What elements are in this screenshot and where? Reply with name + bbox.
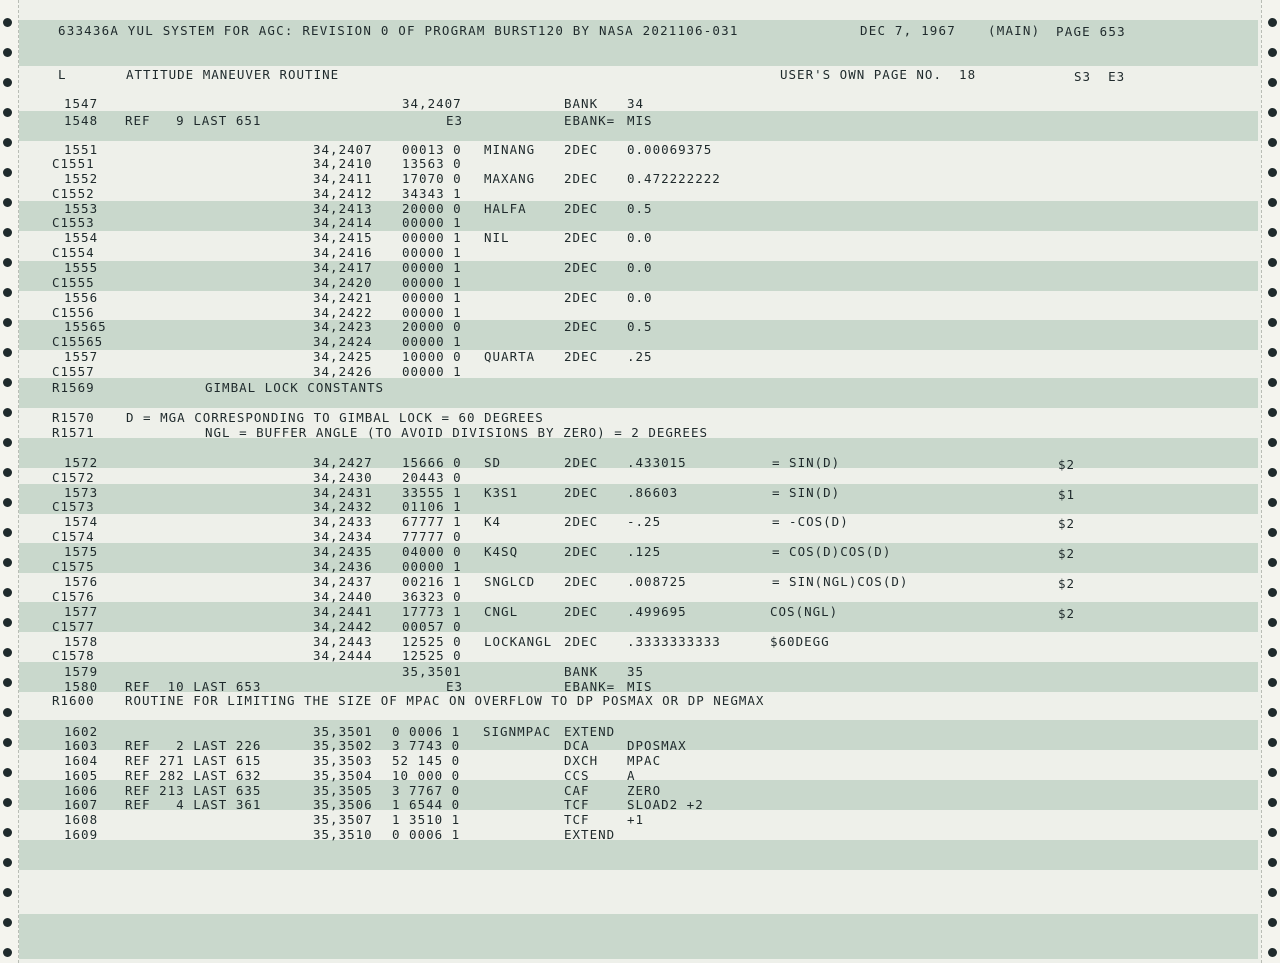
operand: 0.5 xyxy=(627,319,653,334)
operand: 0.0 xyxy=(627,230,653,245)
word-value: 35,3501 xyxy=(402,664,462,679)
tractor-hole xyxy=(3,888,12,897)
opcode: EXTEND xyxy=(564,724,616,739)
line-number: 1556 xyxy=(64,290,99,305)
tractor-hole xyxy=(3,168,12,177)
opcode: TCF xyxy=(564,812,590,827)
ref-info: REF 271 LAST 615 xyxy=(125,753,262,768)
word-value: 00000 1 xyxy=(402,305,462,320)
line-number: 1603 xyxy=(64,738,99,753)
opcode: TCF xyxy=(564,797,590,812)
address: 34,2417 xyxy=(313,260,373,275)
tractor-hole xyxy=(3,78,12,87)
comment: COS(NGL) xyxy=(770,604,839,619)
line-number: 1574 xyxy=(64,514,99,529)
ref-info: REF 213 LAST 635 xyxy=(125,783,262,798)
subheader-codes: S3 E3 xyxy=(1074,69,1126,84)
line-number: 1555 xyxy=(64,260,99,275)
line-number: C1577 xyxy=(52,619,95,634)
opcode: DXCH xyxy=(564,753,599,768)
tractor-hole xyxy=(3,348,12,357)
users-own-page: USER'S OWN PAGE NO. 18 xyxy=(780,67,977,82)
tractor-hole xyxy=(1268,198,1277,207)
word-value: 00000 1 xyxy=(402,260,462,275)
tractor-hole xyxy=(3,48,12,57)
comment: = -COS(D) xyxy=(772,514,849,529)
address: 34,2412 xyxy=(313,186,373,201)
tractor-hole xyxy=(3,468,12,477)
opcode: 2DEC xyxy=(564,319,599,334)
comment: $60DEGG xyxy=(770,634,830,649)
address: 34,2414 xyxy=(313,215,373,230)
line-number: C1573 xyxy=(52,499,95,514)
symbol-label: K4 xyxy=(484,514,502,529)
address: 34,2430 xyxy=(313,470,373,485)
tractor-hole xyxy=(1268,558,1277,567)
tractor-hole xyxy=(1268,948,1277,957)
symbol-label: MAXANG xyxy=(484,171,536,186)
tractor-hole xyxy=(3,858,12,867)
word-value: 00000 1 xyxy=(402,215,462,230)
address: 34,2407 xyxy=(313,142,373,157)
tractor-hole xyxy=(1268,678,1277,687)
tractor-hole xyxy=(3,828,12,837)
line-number: 1577 xyxy=(64,604,99,619)
opcode: 2DEC xyxy=(564,201,599,216)
address: 34,2435 xyxy=(313,544,373,559)
tractor-hole xyxy=(1268,288,1277,297)
symbol-label: SD xyxy=(484,455,502,470)
line-number: 1576 xyxy=(64,574,99,589)
address: 35,3502 xyxy=(313,738,373,753)
line-number: 15565 xyxy=(64,319,107,334)
word-value: 36323 0 xyxy=(402,589,462,604)
word-value: 00000 1 xyxy=(402,334,462,349)
ref-info: REF 2 LAST 226 xyxy=(125,738,262,753)
tractor-hole xyxy=(3,948,12,957)
tractor-hole xyxy=(1268,408,1277,417)
operand: .433015 xyxy=(627,455,687,470)
word-value: 17070 0 xyxy=(402,171,462,186)
address: 34,2422 xyxy=(313,305,373,320)
line-number: 1607 xyxy=(64,797,99,812)
line-number: C1555 xyxy=(52,275,95,290)
line-number: C1575 xyxy=(52,559,95,574)
word-value: 10 000 0 xyxy=(392,768,461,783)
line-number: 1557 xyxy=(64,349,99,364)
scale-factor: $2 xyxy=(1058,516,1076,531)
subheader-type: L xyxy=(58,67,67,82)
symbol-label: QUARTA xyxy=(484,349,536,364)
opcode: EBANK= xyxy=(564,679,616,694)
word-value: 33555 1 xyxy=(402,485,462,500)
tractor-hole xyxy=(1268,438,1277,447)
word-value: 01106 1 xyxy=(402,499,462,514)
opcode: 2DEC xyxy=(564,604,599,619)
ref-info: REF 4 LAST 361 xyxy=(125,797,262,812)
tractor-hole xyxy=(3,708,12,717)
word-value: 34,2407 xyxy=(402,96,462,111)
tractor-hole xyxy=(1268,738,1277,747)
comment: = SIN(D) xyxy=(772,455,841,470)
operand: +1 xyxy=(627,812,645,827)
line-number: C1578 xyxy=(52,648,95,663)
scale-factor: $2 xyxy=(1058,457,1076,472)
tractor-hole xyxy=(1268,258,1277,267)
operand: 34 xyxy=(627,96,645,111)
operand: SLOAD2 +2 xyxy=(627,797,704,812)
address: 34,2444 xyxy=(313,648,373,663)
word-value: 10000 0 xyxy=(402,349,462,364)
tractor-hole xyxy=(1268,918,1277,927)
address: 34,2411 xyxy=(313,171,373,186)
tractor-hole xyxy=(1268,18,1277,27)
opcode: 2DEC xyxy=(564,142,599,157)
scale-factor: $2 xyxy=(1058,576,1076,591)
opcode: 2DEC xyxy=(564,290,599,305)
address: 34,2440 xyxy=(313,589,373,604)
word-value: 20443 0 xyxy=(402,470,462,485)
address: 35,3503 xyxy=(313,753,373,768)
tractor-hole xyxy=(3,738,12,747)
word-value: 34343 1 xyxy=(402,186,462,201)
word-value: 00000 1 xyxy=(402,364,462,379)
word-value: 00000 1 xyxy=(402,245,462,260)
opcode: EBANK= xyxy=(564,113,616,128)
band xyxy=(18,914,1258,959)
line-number: 1548 xyxy=(64,113,99,128)
tractor-hole xyxy=(1268,108,1277,117)
ref-info: REF 10 LAST 653 xyxy=(125,679,262,694)
ref-info: REF 282 LAST 632 xyxy=(125,768,262,783)
remark-line: R1600 xyxy=(52,693,95,708)
comment: = SIN(D) xyxy=(772,485,841,500)
opcode: EXTEND xyxy=(564,827,616,842)
band xyxy=(18,378,1258,408)
operand: -.25 xyxy=(627,514,662,529)
line-number: 1578 xyxy=(64,634,99,649)
word-value: 1 6544 0 xyxy=(392,797,461,812)
opcode: 2DEC xyxy=(564,634,599,649)
line-number: 1553 xyxy=(64,201,99,216)
operand: 0.00069375 xyxy=(627,142,713,157)
address: 34,2416 xyxy=(313,245,373,260)
symbol-label: LOCKANGL xyxy=(484,634,553,649)
tractor-hole xyxy=(3,288,12,297)
ref-info: REF 9 LAST 651 xyxy=(125,113,262,128)
operand: MIS xyxy=(627,679,653,694)
tractor-hole xyxy=(1268,468,1277,477)
word-value: 00000 1 xyxy=(402,559,462,574)
tractor-hole xyxy=(3,438,12,447)
tractor-hole xyxy=(3,318,12,327)
opcode: CAF xyxy=(564,783,590,798)
symbol-label: SNGLCD xyxy=(484,574,536,589)
symbol-label: SIGNMPAC xyxy=(483,724,552,739)
word-value: 20000 0 xyxy=(402,201,462,216)
tractor-hole xyxy=(3,18,12,27)
word-value: 1 3510 1 xyxy=(392,812,461,827)
operand: .86603 xyxy=(627,485,679,500)
symbol-label: HALFA xyxy=(484,201,527,216)
address: 34,2410 xyxy=(313,156,373,171)
tractor-hole xyxy=(1268,78,1277,87)
line-number: 1604 xyxy=(64,753,99,768)
tractor-hole xyxy=(3,588,12,597)
header-date: DEC 7, 1967 xyxy=(860,23,956,38)
tractor-hole xyxy=(1268,498,1277,507)
remark-text: NGL = BUFFER ANGLE (TO AVOID DIVISIONS BY ZERO) = 2 DEGREES xyxy=(205,425,709,440)
tractor-hole xyxy=(3,138,12,147)
line-number: C1552 xyxy=(52,186,95,201)
tractor-hole xyxy=(1268,618,1277,627)
address: 34,2421 xyxy=(313,290,373,305)
header-page: PAGE 653 xyxy=(1056,24,1126,39)
tractor-hole xyxy=(1268,168,1277,177)
word-value: E3 xyxy=(446,679,464,694)
address: 34,2434 xyxy=(313,529,373,544)
tractor-hole xyxy=(3,498,12,507)
tractor-hole xyxy=(1268,348,1277,357)
address: 34,2443 xyxy=(313,634,373,649)
word-value: E3 xyxy=(446,113,464,128)
symbol-label: MINANG xyxy=(484,142,536,157)
address: 34,2441 xyxy=(313,604,373,619)
operand: ZERO xyxy=(627,783,662,798)
remark-line: R1570 xyxy=(52,410,95,425)
word-value: 52 145 0 xyxy=(392,753,461,768)
opcode: DCA xyxy=(564,738,590,753)
tractor-hole xyxy=(3,798,12,807)
tractor-hole xyxy=(1268,48,1277,57)
operand: 0.0 xyxy=(627,260,653,275)
opcode: BANK xyxy=(564,96,599,111)
line-number: 1580 xyxy=(64,679,99,694)
remark-text: GIMBAL LOCK CONSTANTS xyxy=(205,380,385,395)
header-title: 633436A YUL SYSTEM FOR AGC: REVISION 0 OF PROGRAM BURST120 BY NASA 2021106-031 xyxy=(58,23,739,38)
opcode: 2DEC xyxy=(564,230,599,245)
line-number: C1557 xyxy=(52,364,95,379)
operand: 35 xyxy=(627,664,645,679)
tractor-hole xyxy=(1268,138,1277,147)
operand: .25 xyxy=(627,349,653,364)
address: 35,3507 xyxy=(313,812,373,827)
tractor-hole xyxy=(3,918,12,927)
band xyxy=(18,840,1258,870)
opcode: 2DEC xyxy=(564,260,599,275)
tractor-hole xyxy=(3,768,12,777)
line-number: C1556 xyxy=(52,305,95,320)
line-number: 1554 xyxy=(64,230,99,245)
tractor-hole xyxy=(1268,828,1277,837)
word-value: 77777 0 xyxy=(402,529,462,544)
line-number: 1573 xyxy=(64,485,99,500)
operand: MPAC xyxy=(627,753,662,768)
address: 34,2425 xyxy=(313,349,373,364)
comment: = SIN(NGL)COS(D) xyxy=(772,574,909,589)
tractor-hole xyxy=(3,618,12,627)
word-value: 17773 1 xyxy=(402,604,462,619)
operand: 0.0 xyxy=(627,290,653,305)
word-value: 13563 0 xyxy=(402,156,462,171)
remark-text: ROUTINE FOR LIMITING THE SIZE OF MPAC ON OVERFLOW TO DP POSMAX OR DP NEGMAX xyxy=(125,693,765,708)
tractor-hole xyxy=(1268,798,1277,807)
tractor-hole xyxy=(1268,858,1277,867)
line-number: 1606 xyxy=(64,783,99,798)
word-value: 67777 1 xyxy=(402,514,462,529)
tractor-hole xyxy=(1268,888,1277,897)
address: 34,2436 xyxy=(313,559,373,574)
address: 34,2415 xyxy=(313,230,373,245)
tractor-hole xyxy=(3,378,12,387)
address: 35,3504 xyxy=(313,768,373,783)
tractor-hole xyxy=(3,108,12,117)
opcode: 2DEC xyxy=(564,171,599,186)
word-value: 04000 0 xyxy=(402,544,462,559)
address: 34,2426 xyxy=(313,364,373,379)
line-number: 1579 xyxy=(64,664,99,679)
line-number: 1609 xyxy=(64,827,99,842)
address: 34,2437 xyxy=(313,574,373,589)
operand: DPOSMAX xyxy=(627,738,687,753)
line-number: 1551 xyxy=(64,142,99,157)
opcode: 2DEC xyxy=(564,455,599,470)
scale-factor: $1 xyxy=(1058,487,1076,502)
tractor-hole xyxy=(1268,708,1277,717)
header-main: (MAIN) xyxy=(988,23,1041,38)
opcode: 2DEC xyxy=(564,349,599,364)
tractor-hole xyxy=(1268,378,1277,387)
word-value: 00000 1 xyxy=(402,275,462,290)
symbol-label: K3S1 xyxy=(484,485,519,500)
tractor-hole xyxy=(1268,528,1277,537)
line-number: C1576 xyxy=(52,589,95,604)
tractor-hole xyxy=(3,558,12,567)
operand: .3333333333 xyxy=(627,634,721,649)
line-number: 1552 xyxy=(64,171,99,186)
opcode: 2DEC xyxy=(564,544,599,559)
address: 34,2420 xyxy=(313,275,373,290)
word-value: 15666 0 xyxy=(402,455,462,470)
operand: MIS xyxy=(627,113,653,128)
line-number: 1608 xyxy=(64,812,99,827)
operand: A xyxy=(627,768,636,783)
tractor-hole xyxy=(3,648,12,657)
line-number: C1551 xyxy=(52,156,95,171)
word-value: 00013 0 xyxy=(402,142,462,157)
address: 34,2427 xyxy=(313,455,373,470)
line-number: C1574 xyxy=(52,529,95,544)
operand: 0.472222222 xyxy=(627,171,721,186)
tractor-hole xyxy=(1268,768,1277,777)
remark-text: D = MGA CORRESPONDING TO GIMBAL LOCK = 60 DEGREES xyxy=(126,410,544,425)
tractor-hole xyxy=(1268,588,1277,597)
subheader-title: ATTITUDE MANEUVER ROUTINE xyxy=(126,67,340,82)
opcode: BANK xyxy=(564,664,599,679)
line-number: C15565 xyxy=(52,334,104,349)
line-number: 1575 xyxy=(64,544,99,559)
word-value: 00000 1 xyxy=(402,230,462,245)
address: 34,2413 xyxy=(313,201,373,216)
comment: = COS(D)COS(D) xyxy=(772,544,892,559)
word-value: 12525 0 xyxy=(402,634,462,649)
operand: .008725 xyxy=(627,574,687,589)
operand: .499695 xyxy=(627,604,687,619)
line-number: 1572 xyxy=(64,455,99,470)
tractor-hole xyxy=(1268,318,1277,327)
tractor-hole xyxy=(3,198,12,207)
symbol-label: CNGL xyxy=(484,604,519,619)
opcode: CCS xyxy=(564,768,590,783)
scale-factor: $2 xyxy=(1058,546,1076,561)
symbol-label: NIL xyxy=(484,230,510,245)
line-number: 1602 xyxy=(64,724,99,739)
tractor-hole xyxy=(1268,648,1277,657)
word-value: 3 7743 0 xyxy=(392,738,461,753)
word-value: 00057 0 xyxy=(402,619,462,634)
opcode: 2DEC xyxy=(564,485,599,500)
tractor-hole xyxy=(3,258,12,267)
word-value: 20000 0 xyxy=(402,319,462,334)
line-number: C1553 xyxy=(52,215,95,230)
word-value: 00000 1 xyxy=(402,290,462,305)
opcode: 2DEC xyxy=(564,514,599,529)
address: 35,3501 xyxy=(313,724,373,739)
scale-factor: $2 xyxy=(1058,606,1076,621)
address: 34,2433 xyxy=(313,514,373,529)
address: 34,2432 xyxy=(313,499,373,514)
tractor-hole xyxy=(3,678,12,687)
tractor-hole xyxy=(3,228,12,237)
tractor-hole xyxy=(3,408,12,417)
address: 34,2423 xyxy=(313,319,373,334)
address: 35,3506 xyxy=(313,797,373,812)
address: 34,2442 xyxy=(313,619,373,634)
symbol-label: K4SQ xyxy=(484,544,519,559)
word-value: 0 0006 1 xyxy=(392,827,461,842)
line-number: C1572 xyxy=(52,470,95,485)
tractor-hole xyxy=(1268,228,1277,237)
word-value: 0 0006 1 xyxy=(392,724,461,739)
word-value: 12525 0 xyxy=(402,648,462,663)
line-number: 1547 xyxy=(64,96,99,111)
remark-line: R1571 xyxy=(52,425,95,440)
line-number: 1605 xyxy=(64,768,99,783)
address: 34,2431 xyxy=(313,485,373,500)
word-value: 00216 1 xyxy=(402,574,462,589)
address: 35,3505 xyxy=(313,783,373,798)
address: 35,3510 xyxy=(313,827,373,842)
line-number: C1554 xyxy=(52,245,95,260)
operand: .125 xyxy=(627,544,662,559)
remark-line: R1569 xyxy=(52,380,95,395)
tractor-hole xyxy=(3,528,12,537)
word-value: 3 7767 0 xyxy=(392,783,461,798)
operand: 0.5 xyxy=(627,201,653,216)
opcode: 2DEC xyxy=(564,574,599,589)
address: 34,2424 xyxy=(313,334,373,349)
